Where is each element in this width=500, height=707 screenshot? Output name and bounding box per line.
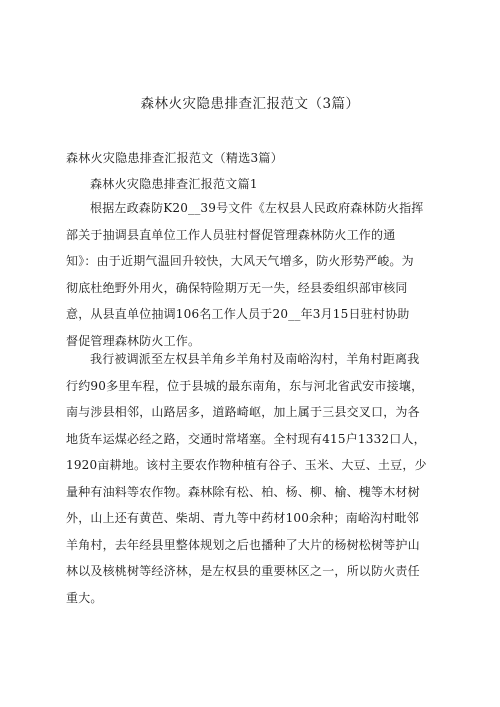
paragraph-line: 彻底杜绝野外用火，确保特险期万无一失，经县委组织部审核同 (66, 280, 408, 295)
paragraph-line: 地货车运煤必经之路，交通时常堵塞。全村现有415户1332口人， (66, 431, 426, 446)
section-heading: 森林火灾隐患排查汇报范文篇1 (90, 177, 258, 191)
document-title: 森林火灾隐患排查汇报范文（3篇） (140, 96, 360, 112)
paragraph-line: 1920亩耕地。该村主要农作物种植有谷子、玉米、大豆、土豆，少 (66, 458, 427, 472)
paragraph-line: 羊角村，去年经县里整体规划之后也播种了大片的杨树松树等护山 (66, 537, 420, 552)
paragraph-line: 根据左政森防K20__39号文件《左权县人民政府森林防火指挥 (90, 201, 424, 215)
document-subtitle: 森林火灾隐患排查汇报范文（精选3篇） (66, 151, 284, 165)
paragraph-line: 量种有油料等农作物。森林除有松、柏、杨、柳、榆、槐等木材树 (66, 484, 420, 499)
paragraph-line: 知》：由于近期气温回升较快，大风天气增多，防火形势严峻。为 (66, 254, 414, 268)
paragraph-line: 外，山上还有黄芭、柴胡、青九等中药材100余种；南峪沟村毗邻 (66, 511, 419, 525)
paragraph-line: 意，从县直单位抽调106名工作人员于20__年3月15日驻村协助 (66, 307, 410, 321)
paragraph-line: 督促管理森林防火工作。 (66, 333, 201, 348)
paragraph-line: 我行被调派至左权县羊角乡羊角村及南峪沟村，羊角村距离我 (90, 352, 420, 366)
paragraph-2 (66, 346, 440, 611)
paragraph-line: 重大。 (66, 590, 103, 605)
paragraph-1 (66, 195, 440, 354)
paragraph-line: 林以及核桃树等经济林，是左权县的重要林区之一，所以防火责任 (66, 564, 420, 578)
paragraph-line: 部关于抽调县直单位工作人员驻村督促管理森林防火工作的通 (66, 227, 396, 242)
paragraph-line: 行约90多里车程，位于县城的最东南角，东与河北省武安市接壤， (66, 378, 424, 393)
paragraph-line: 南与涉县相邻，山路居多，道路崎岖，加上属于三县交叉口，为各 (66, 405, 420, 419)
